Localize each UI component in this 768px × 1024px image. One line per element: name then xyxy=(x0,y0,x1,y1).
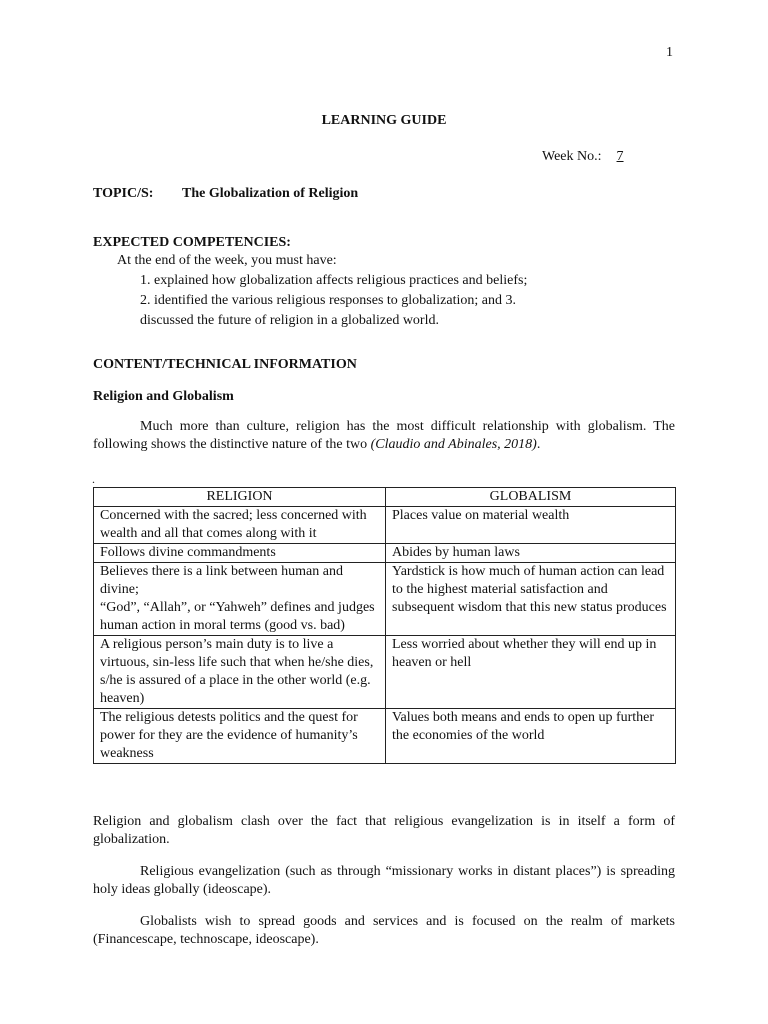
competencies-heading: EXPECTED COMPETENCIES: xyxy=(93,235,291,250)
religion-cell: Concerned with the sacred; less concerned with wealth and all that comes along with it xyxy=(94,507,386,544)
body-paragraph xyxy=(93,913,675,949)
intro-end: . xyxy=(536,437,541,452)
table-header-row xyxy=(94,488,676,507)
competency-item: 1. explained how globalization affects religious practices and beliefs; xyxy=(140,273,528,288)
body-paragraph: Religion and globalism clash over the fact that religious evangelization is in itself a form of globalization. xyxy=(93,814,675,847)
topic-value: The Globalization of Religion xyxy=(182,186,359,201)
body-paragraph-text: Globalists wish to spread goods and services and is focused on the realm of markets (Financescape, technoscape, ideoscape). xyxy=(93,914,675,947)
table-row xyxy=(94,507,676,544)
competencies-intro: At the end of the week, you must have: xyxy=(117,253,337,268)
body-paragraph-text: Religious evangelization (such as through “missionary works in distant places”) is spreading holy ideas globally (ideoscape). xyxy=(93,864,675,897)
competency-item: 2. identified the various religious responses to globalization; and 3. xyxy=(140,293,516,308)
globalism-cell: Values both means and ends to open up further the economies of the world xyxy=(386,709,676,764)
table-row xyxy=(94,709,676,764)
globalism-cell: Yardstick is how much of human action can lead to the highest material satisfaction and subsequent wisdom that this new status produces xyxy=(386,563,676,636)
page-number: 1 xyxy=(666,45,673,60)
globalism-cell: Less worried about whether they will end up in heaven or hell xyxy=(386,636,676,709)
religion-cell: A religious person’s main duty is to live a virtuous, sin-less life such that when he/she dies, s/he is assured of a place in the other world (e.g. heaven) xyxy=(94,636,386,709)
intro-paragraph xyxy=(93,418,675,454)
intro-citation: (Claudio and Abinales, 2018) xyxy=(370,437,537,452)
week-value: 7 xyxy=(616,149,624,164)
topic-label: TOPIC/S: xyxy=(93,186,154,201)
content-heading: CONTENT/TECHNICAL INFORMATION xyxy=(93,357,357,372)
table-body xyxy=(94,507,676,764)
intro-text: Much more than culture, religion has the most difficult relationship with globalism. The following shows the distinctive nature of the two xyxy=(93,419,675,452)
week-line xyxy=(542,148,635,166)
header-religion: RELIGION xyxy=(94,488,386,507)
religion-cell: The religious detests politics and the quest for power for they are the evidence of humanity’s weakness xyxy=(94,709,386,764)
globalism-cell: Abides by human laws xyxy=(386,544,676,563)
document-title: LEARNING GUIDE xyxy=(321,113,447,128)
topic-line xyxy=(93,185,358,203)
comparison-table xyxy=(93,487,676,764)
body-paragraph xyxy=(93,863,675,899)
globalism-cell: Places value on material wealth xyxy=(386,507,676,544)
stray-mark: . xyxy=(92,472,95,486)
table-row xyxy=(94,544,676,563)
competencies-list xyxy=(140,271,570,331)
religion-cell: Believes there is a link between human and divine; “God”, “Allah”, or “Yahweh” defines and judges human action in moral terms (good vs. bad) xyxy=(94,563,386,636)
header-globalism: GLOBALISM xyxy=(386,488,676,507)
section-heading: Religion and Globalism xyxy=(93,389,234,404)
week-label: Week No.: xyxy=(542,149,602,164)
table-row xyxy=(94,636,676,709)
religion-cell: Follows divine commandments xyxy=(94,544,386,563)
table-row xyxy=(94,563,676,636)
competency-item: discussed the future of religion in a globalized world. xyxy=(140,313,439,328)
